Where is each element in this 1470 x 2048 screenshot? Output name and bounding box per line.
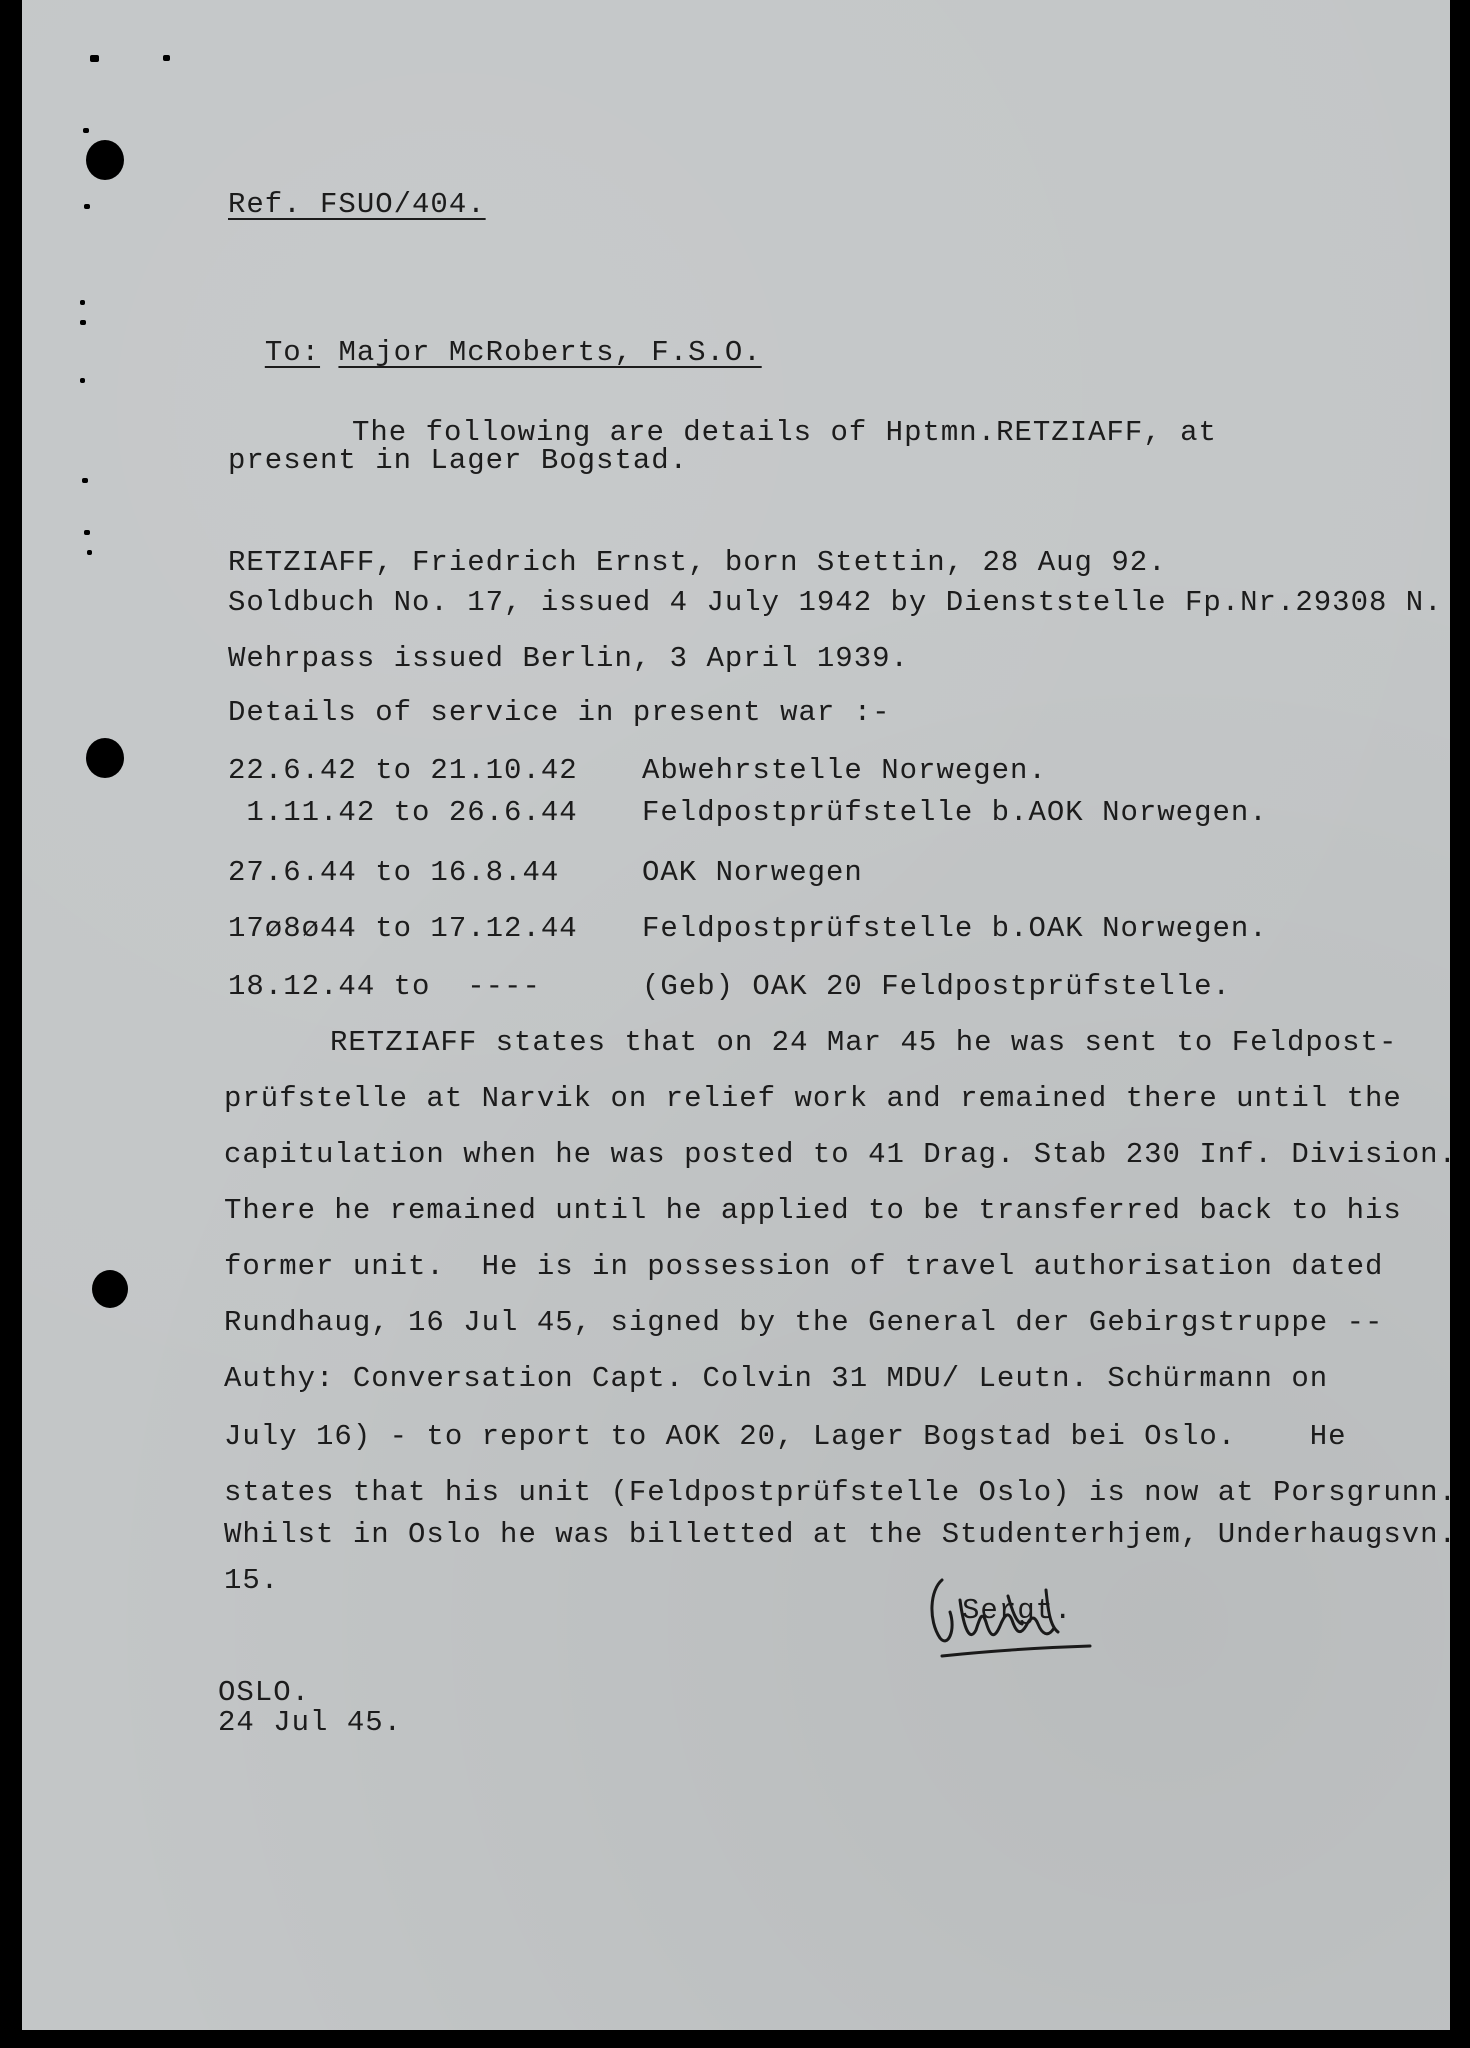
soldbuch-line: Soldbuch No. 17, issued 4 July 1942 by Dienststelle Fp.Nr.29308 N. <box>228 586 1443 619</box>
wehrpass-line: Wehrpass issued Berlin, 3 April 1939. <box>228 642 909 675</box>
margin-speck <box>90 55 99 62</box>
body-line: Whilst in Oslo he was billetted at the Studenterhjem, Underhaugsvn. <box>224 1518 1457 1551</box>
service-unit: Feldpostprüfstelle b.OAK Norwegen. <box>642 912 1268 945</box>
margin-speck <box>163 55 170 61</box>
margin-speck <box>82 478 88 483</box>
intro-line-1: The following are details of Hptmn.RETZIAFF, at <box>352 416 1217 449</box>
service-period: 22.6.42 to 21.10.42 <box>228 754 578 787</box>
body-line: former unit. He is in possession of travel authorisation dated <box>224 1250 1384 1283</box>
service-unit: Feldpostprüfstelle b.AOK Norwegen. <box>642 796 1268 829</box>
margin-speck <box>80 320 86 325</box>
personal-details-line: RETZIAFF, Friedrich Ernst, born Stettin, 28 Aug 92. <box>228 546 1167 579</box>
body-line: RETZIAFF states that on 24 Mar 45 he was sent to Feldpost- <box>330 1026 1398 1059</box>
intro-line-2: present in Lager Bogstad. <box>228 444 689 477</box>
body-line: prüfstelle at Narvik on relief work and remained there until the <box>224 1082 1402 1115</box>
body-line: capitulation when he was posted to 41 Drag. Stab 230 Inf. Division. <box>224 1138 1457 1171</box>
place: OSLO. <box>218 1676 311 1709</box>
handwritten-signature <box>920 1560 1120 1670</box>
punch-hole-top <box>86 140 124 180</box>
service-period: 18.12.44 to ---- <box>228 970 541 1003</box>
service-unit: Abwehrstelle Norwegen. <box>642 754 1047 787</box>
service-period: 27.6.44 to 16.8.44 <box>228 856 560 889</box>
addressee-name: Major McRoberts, F.S.O. <box>338 336 762 369</box>
margin-speck <box>80 378 85 383</box>
service-unit: (Geb) OAK 20 Feldpostprüfstelle. <box>642 970 1231 1003</box>
punch-hole-bottom <box>92 1270 128 1308</box>
body-line: There he remained until he applied to be transferred back to his <box>224 1194 1402 1227</box>
margin-speck <box>80 300 85 305</box>
service-period: 1.11.42 to 26.6.44 <box>228 796 578 829</box>
body-line: Authy: Conversation Capt. Colvin 31 MDU/ Leutn. Schürmann on <box>224 1362 1329 1395</box>
addressee-prefix: To: <box>264 336 321 369</box>
punch-hole-middle <box>86 738 124 778</box>
margin-speck <box>84 530 90 535</box>
body-line: states that his unit (Feldpostprüfstelle Oslo) is now at Porsgrunn. <box>224 1476 1457 1509</box>
service-period: 17ø8ø44 to 17.12.44 <box>228 912 578 945</box>
margin-speck <box>84 204 90 209</box>
addressee-line <box>228 302 762 370</box>
reference-number: Ref. FSUO/404. <box>228 188 486 221</box>
margin-speck <box>87 550 92 555</box>
body-line: Rundhaug, 16 Jul 45, signed by the General der Gebirgstruppe -- <box>224 1306 1384 1339</box>
margin-speck <box>83 128 89 133</box>
signature-rank: Sergt. <box>962 1594 1073 1627</box>
date: 24 Jul 45. <box>218 1706 403 1739</box>
service-heading: Details of service in present war :- <box>228 696 891 729</box>
service-unit: OAK Norwegen <box>642 856 863 889</box>
body-line: 15. <box>224 1564 280 1597</box>
body-line: July 16) - to report to AOK 20, Lager Bogstad bei Oslo. He <box>224 1420 1347 1453</box>
